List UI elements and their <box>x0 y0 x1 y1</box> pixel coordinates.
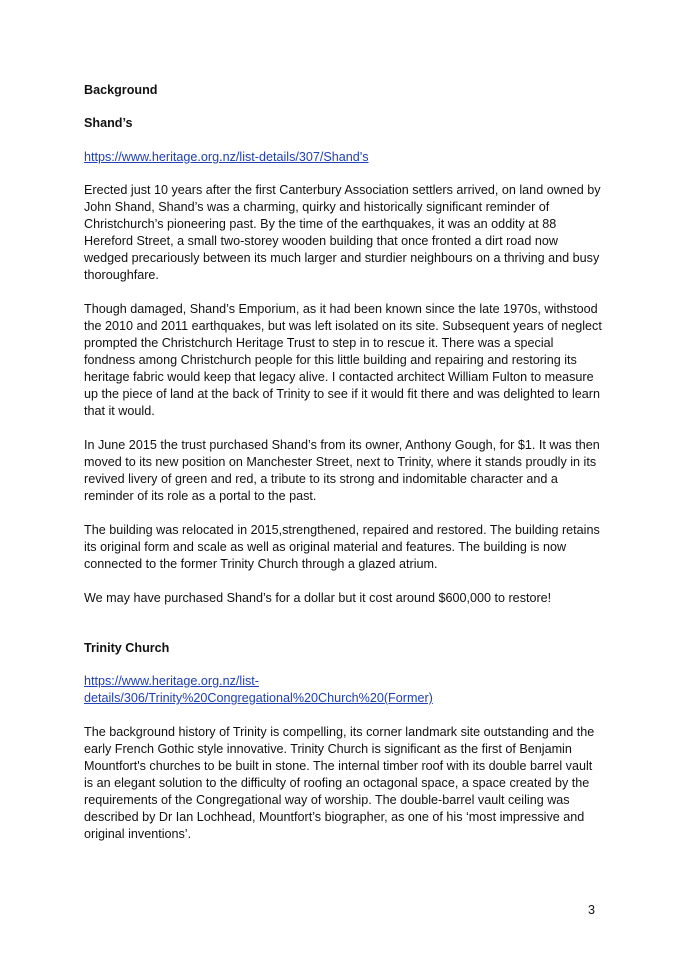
page-number: 3 <box>588 903 596 917</box>
section-heading-background: Background <box>84 83 158 97</box>
shands-paragraph-4: The building was relocated in 2015,strengthened, repaired and restored. The building retains its original form and scale as well as original material and features. The building is now connected to the former Trinity Church through a glazed atrium. <box>84 523 600 571</box>
trinity-link-line-1: https://www.heritage.org.nz/list- <box>84 674 259 688</box>
shands-paragraph-1: Erected just 10 years after the first Canterbury Association settlers arrived, on land owned by John Shand, Shand’s was a charming, quirky and historically significant reminder of Christchurch’s pioneering past. By the time of the earthquakes, it was an oddity at 88 Hereford Street, a small two-storey wooden building that once fronted a dirt road now wedged precariously between its much larger and sturdier neighbours on a thriving and busy thoroughfare. <box>84 183 601 282</box>
shands-paragraph-5: We may have purchased Shand’s for a dollar but it cost around $600,000 to restore! <box>84 591 552 605</box>
shands-heritage-link[interactable]: https://www.heritage.org.nz/list-details/307/Shand's <box>84 150 369 164</box>
subheading-trinity-church: Trinity Church <box>84 641 170 655</box>
subheading-shands: Shand’s <box>84 116 133 130</box>
trinity-heritage-link[interactable] <box>84 673 604 707</box>
shands-paragraph-2: Though damaged, Shand’s Emporium, as it had been known since the late 1970s, withstood the 2010 and 2011 earthquakes, but was left isolated on its site. Subsequent years of neglect prompted the Christchurch Heritage Trust to step in to rescue it. There was a special fondness among Christchurch people for this little building and repairing and restoring its heritage fabric would keep that legacy alive. I contacted architect William Fulton to measure up the piece of land at the back of Trinity to see if it would fit there and was delighted to learn that it would. <box>84 302 602 418</box>
trinity-link-line-2: details/306/Trinity%20Congregational%20Church%20(Former) <box>84 691 433 705</box>
trinity-paragraph-1: The background history of Trinity is compelling, its corner landmark site outstanding and the early French Gothic style innovative. Trinity Church is significant as the first of Benjamin Mountfort's churches to be built in stone. The internal timber roof with its double barrel vault is an elegant solution to the difficulty of roofing an octagonal space, a space created by the requirements of the Congregational way of worship. The double-barrel vault ceiling was described by Dr Ian Lochhead, Mountfort’s biographer, as one of his ‘most impressive and original inventions’. <box>84 725 595 841</box>
shands-paragraph-3: In June 2015 the trust purchased Shand’s from its owner, Anthony Gough, for $1. It was then moved to its new position on Manchester Street, next to Trinity, where it stands proudly in its revived livery of green and red, a tribute to its strong and indomitable character and a reminder of its role as a portal to the past. <box>84 438 600 503</box>
page-content <box>84 82 604 860</box>
